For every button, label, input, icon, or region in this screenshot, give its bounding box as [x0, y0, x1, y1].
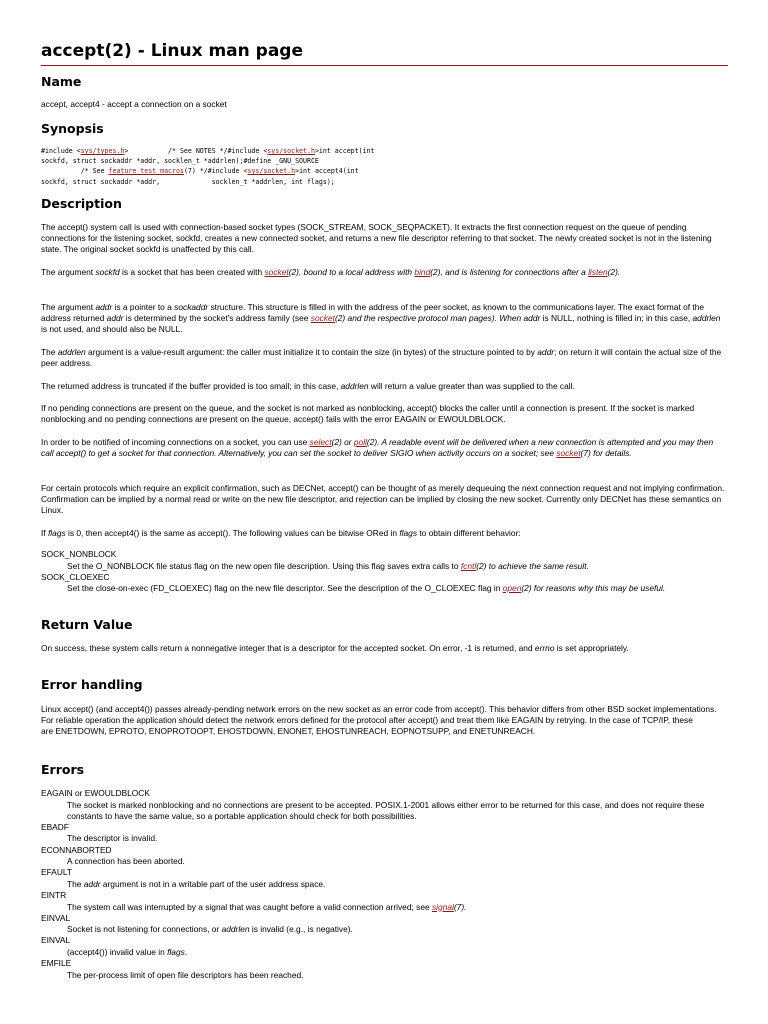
sys-types-link[interactable]: sys/types.h: [80, 147, 125, 155]
return-value-heading: Return Value: [41, 617, 133, 632]
sys-socket-link-2[interactable]: sys/socket.h: [247, 167, 296, 176]
error-term: EINVAL: [41, 935, 71, 946]
description-p5: The returned address is truncated if the buffer provided is too small; in this case, addrlen will return a value greater than was supplied to the call.: [41, 381, 575, 391]
fcntl-link[interactable]: fcntl: [460, 560, 477, 571]
error-desc: The addr argument is not in a writable part of the user address space.: [67, 878, 326, 889]
error-term: EBADF: [41, 821, 69, 832]
description-p7: In order to be notified of incoming connections on a socket, you can use select(2) or poll(2). A readable event will be delivered when a new connection is attempted and you may then call accept() to get a socket for that connection. Alternatively, you can set the socket to deliver SIGIO when activity occurs on a socket; see socket(7) for details.: [41, 437, 714, 459]
name-heading: Name: [41, 74, 82, 89]
socket-link[interactable]: socket: [264, 267, 289, 277]
flag-term: SOCK_NONBLOCK: [41, 549, 117, 559]
synopsis-heading: Synopsis: [41, 121, 104, 136]
error-desc: Socket is not listening for connections, or addrlen is invalid (e.g., is negative).: [67, 924, 353, 935]
flag-term: SOCK_CLOEXEC: [41, 571, 110, 582]
error-handling-text: Linux accept() (and accept4()) passes already-pending network errors on the new socket as an error code from accept(). This behavior differs from other BSD socket implementations. For reliable operation the application should detect the network errors defined for the protocol after accept() and treat them like EAGAIN by retrying. In the case of TCP/IP, these are ENETDOWN, EPROTO, ENOPROTOOPT, EHOSTDOWN, ENONET, EHOSTUNREACH, EOPNOTSUPP, and ENETUNREACH.: [41, 704, 717, 737]
description-p2: The argument sockfd is a socket that has been created with socket(2), bound to a local address with bind(2), and is listening for connections after a listen(2).: [41, 267, 621, 277]
error-term: EFAULT: [41, 867, 73, 878]
man-page: [41, 40, 728, 980]
description-p4: The addrlen argument is a value-result argument: the caller must initialize it to contain the size (in bytes) of the structure pointed to by addr; on return it will contain the actual size of the peer address.: [41, 347, 722, 369]
description-p6: If no pending connections are present on the queue, and the socket is not marked as nonblocking, accept() blocks the caller until a connection is present. If the socket is marked nonblocking and no pending connections are present on the queue, accept() fails with the error EAGAIN or EWOULDBLOCK.: [41, 403, 695, 425]
error-term: EMFILE: [41, 958, 72, 969]
name-section: [41, 74, 728, 90]
description-p1: The accept() system call is used with connection-based socket types (SOCK_STREAM, SOCK_SEQPACKET). It extracts the first connection request on the queue of pending connections for the listening socket, sockfd, creates a new connected socket, and returns a new file descriptor referring to that socket. The newly created socket is not in the listening state. The original socket sockfd is unaffected by this call.: [41, 222, 712, 255]
page-title: accept(2) - Linux man page: [41, 40, 728, 66]
open-link[interactable]: open: [502, 583, 522, 594]
bind-link[interactable]: bind: [414, 267, 431, 277]
error-desc: The per-process limit of open file descriptors has been reached.: [67, 969, 304, 980]
error-desc: A connection has been aborted.: [67, 856, 185, 867]
select-link[interactable]: select: [309, 437, 332, 447]
poll-link[interactable]: poll: [353, 437, 367, 447]
error-term: ECONNABORTED: [41, 844, 112, 855]
socket7-link[interactable]: socket: [556, 448, 581, 459]
synopsis-code: #include <sys/types.h> /* See NOTES */#include <sys/socket.h>int accept(int sockfd, struct sockaddr *addr, socklen_t *addrlen);#define _GNU_SOURCE /* See feature_test_macros(7) */#include <sys/socket.h>int accept4(int sockfd, struct sockaddr *addr, socklen_t *addrlen, int flags);: [41, 147, 375, 186]
flag-desc: Set the O_NONBLOCK file status flag on the new open file description. Using this flag saves extra calls to fcntl(2) to achieve the same result.: [67, 560, 589, 571]
errors-heading: Errors: [41, 762, 85, 777]
signal-link[interactable]: signal: [431, 901, 454, 912]
error-term: EINVAL: [41, 912, 71, 923]
description-heading: Description: [41, 196, 122, 211]
flags-list: [41, 549, 728, 594]
flag-desc: Set the close-on-exec (FD_CLOEXEC) flag on the new file descriptor. See the description of the O_CLOEXEC flag in open(2) for reasons why this may be useful.: [67, 583, 666, 594]
return-value-text: On success, these system calls return a nonnegative integer that is a descriptor for the accepted socket. On error, -1 is returned, and errno is set appropriately.: [41, 643, 629, 653]
feature-test-macros-link[interactable]: feature_test_macros: [108, 167, 184, 176]
error-handling-heading: Error handling: [41, 677, 143, 692]
error-term: EAGAIN or EWOULDBLOCK: [41, 788, 150, 798]
error-desc: The descriptor is invalid.: [67, 833, 158, 844]
description-p8: For certain protocols which require an explicit confirmation, such as DECNet, accept() can be thought of as merely dequeuing the next connection request and not implying confirmation. Confirmation can be implied by a normal read or write on the new file descriptor, and rejection can be implied by closing the new socket. Currently only DECNet has these semantics on Linux.: [41, 483, 725, 516]
name-text: accept, accept4 - accept a connection on a socket: [41, 99, 227, 109]
description-p9: If flags is 0, then accept4() is the same as accept(). The following values can be bitwise ORed in flags to obtain different behavior:: [41, 528, 521, 538]
description-p3: The argument addr is a pointer to a sockaddr structure. This structure is filled in with the address of the peer socket, as known to the communications layer. The exact format of the address returned addr is determined by the socket's address family (see socket(2) and the respective protocol man pages). When addr is NULL, nothing is filled in; in this case, addrlen is not used, and should also be NULL.: [41, 302, 721, 335]
sys-socket-link[interactable]: sys/socket.h: [267, 147, 315, 155]
errors-list: [41, 788, 728, 981]
listen-link[interactable]: listen: [588, 267, 608, 277]
error-term: EINTR: [41, 890, 67, 901]
error-desc: The system call was interrupted by a signal that was caught before a valid connection arrived; see signal(7).: [67, 901, 467, 912]
socket-link-2[interactable]: socket: [310, 313, 335, 324]
error-desc: (accept4()) invalid value in flags.: [67, 946, 188, 957]
error-desc: The socket is marked nonblocking and no connections are present to be accepted. POSIX.1-2001 allows either error to be returned for this case, and does not require these constants to have the same value, so a portable application should check for both possibilities.: [67, 799, 705, 821]
